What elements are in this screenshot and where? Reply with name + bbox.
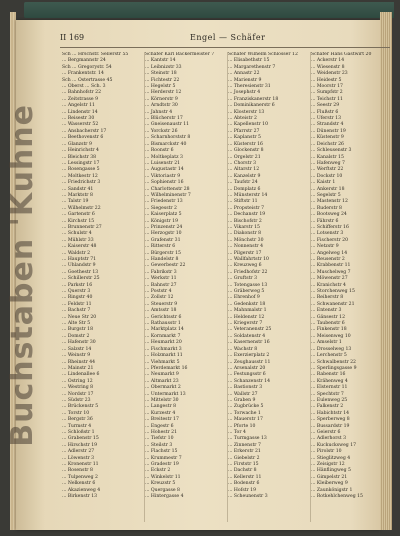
directory-entry: ... Fährstr 6: [311, 218, 339, 224]
directory-entry: ... Zeisigstr 12: [311, 462, 345, 467]
directory-entry: ... Wiesenstr 8: [311, 64, 345, 70]
directory-entry: ... Kasernenstr 16: [228, 340, 270, 346]
directory-entry: ... Kirchstr 15: [62, 218, 95, 224]
directory-entry: ... Uferstr 13: [311, 116, 342, 122]
directory-entry: ... Westring 8: [62, 385, 94, 391]
directory-entry: ... Elsternstr 11: [311, 385, 348, 391]
directory-entry: ... Glanzstr 9: [62, 141, 92, 147]
directory-entry: ... Augustastr 14: [145, 167, 184, 173]
directory-entry: ... Lerchenstr 5: [311, 353, 347, 359]
directory-entry: ... Graben 9: [228, 397, 256, 403]
directory-entry: ... Blücherstr 17: [145, 116, 183, 122]
directory-entry: ... Meisenweg 10: [311, 333, 351, 339]
directory-entry: ... Torwache 1: [228, 410, 261, 416]
directory-entry: ... Kaistr 1: [311, 180, 336, 186]
directory-entry: ... Abteistr 2: [228, 116, 257, 122]
directory-entry: ... Kaiserstr 48: [62, 244, 97, 250]
directory-entry: ... Bleichstr 38: [62, 154, 97, 160]
directory-entry: ... Bootsweg 24: [311, 212, 347, 218]
directory-entry: ... Gneisenaustr 11: [145, 122, 190, 128]
directory-entry: ... Ritterstr 6: [145, 244, 176, 250]
directory-entry: ... Ehrenhof 9: [228, 295, 260, 301]
directory-entry: ... Bussardstr 19: [311, 423, 350, 429]
directory-entry: ... Reisestr 30: [62, 116, 95, 122]
directory-entry: ... Birkenstr 13: [62, 494, 98, 500]
directory-entry: ... Alte Str 5: [62, 321, 91, 327]
directory-entry: ... Chorstr 3: [228, 160, 257, 166]
directory-entry: ... Kuckucksweg 17: [311, 442, 357, 448]
directory-entry: ... Fabrikstr 3: [145, 269, 177, 275]
directory-entry: ... Quergasse 8: [145, 487, 180, 493]
directory-entry: ... Nelkenstr 6: [62, 481, 96, 487]
directory-entry: ... Bodenstr 6: [228, 481, 260, 487]
directory-entry: ... Kaplanstr 5: [228, 135, 261, 141]
directory-entry: ... Scheunenstr 3: [228, 494, 268, 500]
directory-entry: ... Friedenstr 13: [145, 199, 183, 205]
directory-entry: ... Festungsstr 6: [228, 372, 266, 378]
directory-entry: ... Gewerbestr 22: [145, 263, 186, 269]
directory-entry: ... Taufstr 24: [228, 180, 258, 186]
directory-entry: ... Dünenstr 19: [311, 128, 346, 134]
directory-entry: ... Viehmarkt 5: [145, 359, 180, 365]
directory-entry: ... Bismarckstr 40: [145, 141, 187, 147]
directory-entry: ... Hegelstr 5: [145, 84, 176, 90]
directory-entry: ... Moltkestr 12: [62, 173, 98, 179]
directory-entry: ... Weidenstr 23: [311, 71, 348, 77]
directory-entry: ... Luisenstr 21: [145, 160, 181, 166]
directory-entry: ... Querstr 3: [62, 289, 91, 295]
directory-entry: ... Friedhofstr 22: [228, 269, 268, 275]
directory-entry: Schäfer Hans Gastwirt 20: [311, 52, 372, 57]
directory-entry: ... Hirschstr 19: [62, 442, 98, 448]
directory-entry: ... Mainstr 21: [62, 365, 94, 371]
directory-entry: ... Amselstr 1: [311, 340, 342, 346]
directory-entry: Schäfer Wilhelm Schlosser 12: [228, 52, 298, 57]
directory-column-1: [62, 52, 140, 522]
directory-entry: ... Mönchstr 30: [228, 237, 264, 243]
directory-entry: ... Prinzenstr 24: [145, 224, 183, 230]
directory-entry: ... Rosengasse 5: [62, 167, 100, 173]
directory-entry: ... Falkenstr 2: [311, 404, 344, 410]
directory-entry: ... Geierstr 6: [311, 429, 341, 435]
directory-entry: ... Herzogstr 10: [145, 231, 182, 237]
directory-entry: ... Charlottenstr 28: [145, 186, 190, 192]
directory-entry: ... Strandstr 4: [311, 122, 344, 128]
directory-entry: ... Heumarkt 20: [145, 340, 182, 346]
directory-entry: ... Nordstr 17: [62, 391, 94, 397]
directory-entry: ... Seestr 29: [311, 103, 340, 109]
directory-entry: ... Rabenstr 16: [311, 372, 346, 378]
directory-entry: ... Yorckstr 26: [145, 128, 178, 134]
directory-entry: ... Ankerstr 18: [311, 186, 345, 192]
directory-entry: ... Steilstr 3: [145, 442, 173, 448]
directory-entry: ... Bergmannstr 24: [62, 58, 106, 64]
directory-entry: ... Elisabethstr 15: [228, 58, 270, 64]
directory-entry: ... Holzmarkt 11: [145, 353, 183, 359]
directory-entry: ... Heidestr 5: [311, 77, 342, 83]
directory-entry: ... Bischofstr 2: [228, 218, 262, 224]
directory-entry: ... Entenstr 3: [311, 308, 342, 314]
directory-entry: ... Uhlandstr 9: [62, 263, 96, 269]
directory-entry: ... Parkstr 16: [62, 282, 93, 288]
directory-entry: ... Kleiberweg 9: [311, 481, 348, 487]
directory-entry: ... Eckstr 2: [145, 468, 171, 474]
directory-entry: ... Gerichtsstr 6: [145, 314, 182, 320]
directory-entry: ... Firststr 15: [228, 462, 259, 467]
directory-entry: ... Josephstr 4: [228, 90, 261, 96]
directory-entry: ... Oberst ... Sch. 3: [62, 84, 106, 90]
directory-entry: ... Feldstr 11: [62, 301, 92, 307]
directory-entry: ... Breitestr 17: [145, 417, 179, 423]
directory-column-4: [311, 52, 389, 522]
directory-entry: ... Arsenalstr 20: [228, 365, 266, 371]
directory-entry: ... Drosselweg 13: [311, 346, 352, 352]
directory-entry: ... Bahnstr 27: [145, 282, 177, 288]
directory-entry: ... Bürgerstr 15: [145, 250, 181, 256]
directory-entry: ... Kreuzstr 5: [145, 481, 176, 487]
directory-entry: ... Netzstr 9: [311, 244, 339, 250]
directory-entry: ... Lessingstr 17: [62, 160, 100, 166]
directory-entry: ... Dachstr 8: [228, 468, 257, 474]
directory-entry: ... Pilgerstr 17: [228, 250, 262, 256]
directory-entry: ... Steuerstr 9: [145, 301, 178, 307]
directory-entry: ... Annastr 22: [228, 71, 260, 77]
directory-entry: ... Dockstr 10: [311, 173, 343, 179]
directory-entry: ... Propsteistr 7: [228, 205, 265, 211]
directory-entry: ... Steinstr 18: [145, 71, 177, 77]
directory-column-3: [228, 52, 306, 522]
directory-columns: [62, 52, 392, 522]
directory-entry: ... Turmstr 4: [62, 423, 92, 429]
directory-entry: ... Spechtstr 7: [311, 391, 344, 397]
directory-entry: ... Hofstr 19: [228, 487, 257, 493]
directory-entry: ... Kriegerstr 7: [228, 321, 263, 327]
directory-entry: ... Mühlstr 33: [62, 237, 94, 243]
directory-entry: ... Dominikanerstr 6: [228, 103, 275, 109]
directory-entry: ... Angelstr 11: [62, 103, 95, 109]
header-rule: [60, 47, 390, 48]
directory-entry: ... Schifferstr 16: [311, 224, 349, 230]
directory-entry: ... Möwenstr 27: [311, 276, 348, 282]
directory-entry: ... Dechanstr 19: [228, 212, 266, 218]
directory-entry: ... Orgelstr 21: [228, 154, 261, 160]
directory-entry: ... Adlerstr 27: [62, 449, 95, 455]
directory-entry: Sch ... Ostertrasse 45: [62, 77, 113, 83]
directory-entry: ... Handelstr 8: [145, 257, 179, 262]
directory-entry: ... Werkstr 11: [145, 276, 177, 282]
directory-entry: ... Gedenkstr 18: [228, 301, 266, 307]
directory-entry: ... Heinrichstr 4: [62, 148, 99, 154]
directory-entry: ... Franziskanerstr 18: [228, 96, 279, 102]
directory-entry: ... Scharnhorststr 8: [145, 135, 191, 141]
directory-entry: ... Lindenstr 14: [62, 109, 98, 115]
directory-entry: ... Kronenstr 11: [62, 462, 99, 467]
directory-entry: ... Ruderstr 8: [311, 205, 342, 211]
directory-entry: ... Tulpenweg 2: [62, 474, 98, 480]
directory-entry: ... Hauptstr 71: [62, 257, 97, 262]
directory-entry: ... Deichstr 26: [311, 141, 344, 147]
directory-entry: ... Schloßstr 1: [62, 429, 95, 435]
directory-entry: ... Wasserstr 52: [62, 122, 99, 128]
directory-entry: ... Hafenstr 30: [62, 340, 96, 346]
directory-entry: ... Viktoriastr 9: [145, 173, 181, 179]
directory-entry: ... Hohestr 21: [145, 429, 177, 435]
directory-entry: ... Gänsestr 12: [311, 314, 345, 320]
directory-entry: ... Siegesstr 2: [145, 205, 177, 211]
directory-entry: Sch ... Gregorystr. 54: [62, 64, 112, 70]
directory-entry: ... Torstr 10: [62, 410, 90, 416]
directory-entry: ... Diakonstr 8: [228, 231, 262, 237]
directory-entry: ... Pirolstr 10: [311, 449, 342, 455]
page-header: [60, 33, 390, 45]
directory-entry: ... Beethovenstr 6: [62, 135, 104, 141]
directory-entry: ... Tor 4: [228, 429, 246, 435]
directory-entry: ... Grabenstr 15: [62, 436, 99, 442]
directory-entry: ... Fischmarkt 3: [145, 346, 182, 352]
directory-entry: ... Poststr 4: [145, 289, 172, 295]
directory-entry: ... Stieglitzweg 4: [311, 455, 351, 461]
directory-entry: ... Südstr 23: [62, 397, 91, 403]
directory-entry: ... Glockenstr 8: [228, 148, 264, 154]
directory-entry: ... Zugbrücke 5: [228, 404, 264, 410]
directory-entry: ... Storchenweg 15: [311, 289, 355, 295]
directory-entry: ... Pfarrstr 27: [228, 128, 260, 134]
directory-entry: ... Münsterstr 14: [228, 192, 268, 198]
directory-entry: ... Hafenweg 7: [311, 160, 345, 166]
directory-entry: ... Langestr 8: [145, 404, 177, 410]
directory-entry: ... Gradestr 19: [145, 462, 179, 467]
directory-entry: ... Sperlingsgasse 9: [311, 365, 357, 371]
directory-entry: ... Grafenstr 31: [145, 237, 181, 243]
directory-entry: ... Mauerstr 17: [228, 417, 263, 423]
directory-entry: ... Friedrichstr 3: [62, 180, 101, 186]
directory-entry: ... Brückenstr 5: [62, 404, 99, 410]
directory-entry: ... Zollstr 12: [145, 295, 174, 301]
directory-entry: ... Soldatenstr 4: [228, 333, 266, 339]
directory-entry: ... Heldenstr 12: [228, 314, 265, 320]
directory-entry: ... Teichstr 11: [311, 96, 343, 102]
directory-entry: ... Krähenweg 4: [311, 378, 348, 384]
directory-entry: ... Wallfahrtstr 10: [228, 257, 269, 262]
directory-entry: ... Engestr 6: [145, 423, 174, 429]
directory-entry: ... Klosterstr 13: [228, 109, 265, 115]
directory-entry: ... Exerzierplatz 2: [228, 353, 270, 359]
directory-entry: ... Kanzelstr 9: [228, 173, 261, 179]
directory-entry: ... Schanzenstr 14: [228, 378, 271, 384]
scan-background-edge: [394, 0, 400, 536]
directory-entry: ... Gimpelstr 21: [311, 474, 348, 480]
directory-entry: ... Ringstr 40: [62, 295, 93, 301]
directory-entry: ... Pforte 10: [228, 423, 256, 429]
directory-entry: ... Angelweg 14: [311, 250, 348, 256]
directory-entry: ... Goethestr 13: [62, 269, 99, 275]
directory-entry: ... Kreuzweg 6: [228, 263, 262, 269]
directory-entry: ... Gräberweg 5: [228, 289, 265, 295]
directory-entry: ... Tiefstr 10: [145, 436, 174, 442]
directory-entry: ... Küstenstr 9: [311, 135, 344, 141]
directory-entry: ... Rosenstr 8: [62, 468, 93, 474]
directory-entry: ... Akazienweg 4: [62, 487, 101, 493]
directory-entry: ... Mastenstr 12: [311, 199, 348, 205]
directory-entry: ... Neumarkt 9: [145, 372, 179, 378]
directory-entry: ... Flachstr 15: [145, 449, 178, 455]
directory-entry: ... Vikarstr 15: [228, 224, 260, 230]
directory-entry: ... Finkenstr 18: [311, 327, 347, 333]
directory-entry: ... Adlerhorst 3: [311, 436, 346, 442]
directory-entry: ... Brunnenstr 27: [62, 224, 102, 230]
directory-entry: ... Marienstr 9: [228, 77, 262, 83]
directory-entry: ... Neue Str 20: [62, 314, 97, 320]
directory-entry: ... Ostring 12: [62, 378, 93, 384]
page-number: II 169: [60, 33, 85, 42]
directory-entry: ... Marktplatz 14: [145, 327, 184, 333]
directory-entry: ... Altmarkt 23: [145, 378, 179, 384]
directory-entry: ... Kaiserplatz 5: [145, 212, 182, 218]
directory-entry: ... Burgstr 18: [62, 327, 94, 333]
directory-entry: ... Margarethenstr 7: [228, 64, 276, 70]
directory-entry: ... Altarstr 12: [228, 167, 260, 173]
directory-entry: ... Kapellenstr 10: [228, 122, 268, 128]
directory-entry: ... Obermarkt 2: [145, 385, 181, 391]
directory-entry: ... Sophienstr 16: [145, 180, 184, 186]
directory-entry: ... Kantstr 14: [145, 58, 176, 64]
directory-entry: ... Frankentstr. 14: [62, 71, 104, 77]
directory-entry: ... Rotkehlchenweg 15: [311, 494, 363, 500]
directory-entry: ... Schwalbenstr 22: [311, 359, 356, 365]
directory-entry: ... Segelstr 5: [311, 192, 341, 198]
directory-entry: ... Wachstr 8: [228, 346, 258, 352]
directory-entry: ... Talstr 19: [62, 199, 89, 205]
directory-entry: ... Bergstr 36: [62, 417, 93, 423]
directory-entry: ... Jahnstr 4: [145, 109, 173, 115]
directory-entry: ... Roonstr 6: [145, 148, 174, 154]
directory-entry: ... Reiherstr 8: [311, 295, 344, 301]
directory-entry: ... Erkerstr 21: [228, 449, 261, 455]
directory-entry: ... Totengasse 13: [228, 282, 268, 288]
directory-entry: ... Hänflingweg 5: [311, 468, 351, 474]
directory-entry: ... Moltkeplatz 3: [145, 154, 183, 160]
directory-entry: ... Schwanenstr 21: [311, 301, 355, 307]
directory-entry: ... Giebelstr 2: [228, 455, 260, 461]
directory-entry: ... Ackerstr 14: [311, 58, 345, 64]
directory-entry: ... Zinnenstr 7: [228, 442, 261, 448]
directory-entry: ... Pferdemarkt 16: [145, 365, 188, 371]
directory-entry: ... Rathausstr 1: [145, 321, 181, 327]
directory-entry: ... Fischerstr 20: [311, 237, 349, 243]
directory-entry: ... Werftstr 22: [311, 167, 344, 173]
directory-entry: ... Gruftstr 3: [228, 276, 257, 282]
directory-entry: ... Zaunkönigstr 1: [311, 487, 353, 493]
running-title: Engel — Schäfer: [190, 33, 266, 42]
directory-entry: ... Kanalstr 15: [311, 154, 344, 160]
directory-entry: ... Sperberweg 8: [311, 417, 350, 423]
directory-entry: ... Wallstr 27: [228, 391, 258, 397]
directory-entry: ... Muschelweg 7: [311, 269, 351, 275]
directory-entry: ... Bachstr 7: [62, 308, 91, 314]
directory-entry: ... Salzstr 14: [62, 346, 92, 352]
directory-entry: ... Stiftstr 11: [228, 199, 258, 205]
directory-entry: ... Veteranenstr 25: [228, 327, 272, 333]
directory-entry: ... Löwenstr 3: [62, 455, 95, 461]
directory-entry: ... Rheinstr 44: [62, 359, 96, 365]
directory-entry: ... Herderstr 12: [145, 90, 182, 96]
directory-entry: ... Zeughausstr 11: [228, 359, 271, 365]
directory-entry: ... Kellerstr 11: [228, 474, 262, 480]
directory-entry: Schäfer Karl Bäckermeister 7: [145, 52, 215, 57]
directory-entry: ... Habichtstr 14: [311, 410, 350, 416]
directory-entry: ... Arndtstr 30: [145, 103, 178, 109]
directory-entry: ... Taubenstr 6: [311, 321, 345, 327]
directory-entry: ... Schleusenstr 3: [311, 148, 352, 154]
directory-entry: ... Zeitstrasse 9: [62, 96, 99, 102]
directory-entry: ... Eulenweg 25: [311, 397, 348, 403]
directory-entry: ... Königstr 19: [145, 218, 178, 224]
directory-entry: ... Lindenallee 6: [62, 372, 100, 378]
directory-entry: ... Theresienstr 31: [228, 84, 271, 90]
directory-entry: ... Krabbenstr 11: [311, 263, 351, 269]
directory-entry: ... Ansbacherstr 17: [62, 128, 107, 134]
directory-entry: ... Domplatz 6: [228, 186, 261, 192]
spine-stamp: [4, 40, 40, 510]
directory-entry: ... Mahnmalstr 1: [228, 308, 267, 314]
directory-entry: ... Sumpfstr 2: [311, 90, 343, 96]
directory-entry: ... Wilhelmstr 22: [62, 205, 101, 211]
directory-entry: ... Bastionstr 3: [228, 385, 263, 391]
directory-entry: ... Schillerstr 25: [62, 276, 100, 282]
directory-entry: ... Hintergasse 4: [145, 494, 184, 500]
directory-entry: ... Reusenstr 2: [311, 257, 345, 262]
directory-entry: ... Schulstr 4: [62, 231, 92, 237]
directory-entry: ... Winkelstr 11: [145, 474, 181, 480]
directory-entry: ... Sandstr 41: [62, 186, 94, 192]
directory-entry: ... Untermarkt 13: [145, 391, 186, 397]
directory-column-2: [145, 52, 223, 522]
directory-entry: ... Turmgasse 13: [228, 436, 267, 442]
directory-entry: ... Domstr 2: [62, 333, 90, 339]
directory-entry: ... Waldstr 2: [62, 250, 91, 256]
directory-entry: ... Flußstr 6: [311, 109, 339, 115]
directory-entry: ... Kornmarkt 7: [145, 333, 181, 339]
directory-entry: ... Fichtestr 22: [145, 77, 180, 83]
directory-entry: Sch ... Hrschstr. Sellerstr 55: [62, 52, 129, 57]
directory-entry: ... Gartenstr 6: [62, 212, 95, 218]
directory-entry: ... Kurzestr 4: [145, 410, 176, 416]
directory-entry: ... Weinstr 9: [62, 353, 91, 359]
directory-entry: ... Amtsstr 18: [145, 308, 177, 314]
directory-entry: ... Krummestr 7: [145, 455, 182, 461]
directory-entry: ... Kranichstr 4: [311, 282, 346, 288]
directory-entry: ... Wilhelminenstr 7: [145, 192, 191, 198]
directory-entry: ... Körnerstr 9: [145, 96, 178, 102]
directory-entry: ... Moorstr 17: [311, 84, 343, 90]
directory-entry: ... Nonnenstr 4: [228, 244, 264, 250]
directory-entry: ... Marktstr 8: [62, 192, 93, 198]
directory-entry: ... Bahnhofstr 22: [62, 90, 102, 96]
directory-entry: ... Lotsenstr 3: [311, 231, 344, 237]
directory-entry: ... Küsterstr 16: [228, 141, 263, 147]
spine-stamp-text: Buchstaben 'Kuhne: [4, 103, 40, 447]
directory-entry: ... Leibnizstr 33: [145, 64, 182, 70]
directory-entry: ... Mittelstr 30: [145, 397, 179, 403]
